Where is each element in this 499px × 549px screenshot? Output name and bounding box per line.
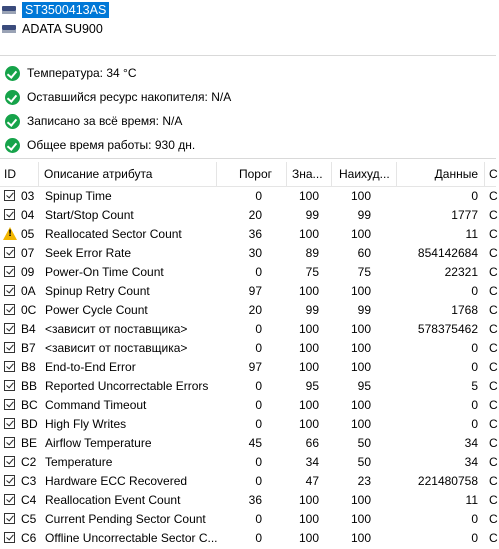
cell-threshold: 0 [255,189,262,203]
cell-worst: 100 [350,417,371,431]
table-row[interactable] [0,453,496,472]
ok-checkbox-icon [4,342,15,353]
cell-worst: 100 [350,360,371,374]
table-row[interactable] [0,377,496,396]
table-row[interactable] [0,244,496,263]
column-header-status[interactable]: С [489,167,498,181]
cell-data: 854142684 [417,246,478,260]
cell-more: C [489,531,498,545]
cell-name: End-to-End Error [45,360,136,374]
drive-name: ADATA SU900 [22,22,103,36]
cell-value: 95 [305,379,319,393]
cell-name: High Fly Writes [45,417,127,431]
table-row[interactable] [0,396,496,415]
cell-worst: 99 [357,208,371,222]
table-row[interactable] [0,301,496,320]
cell-worst: 50 [357,455,371,469]
cell-worst: 100 [350,227,371,241]
cell-id: C6 [21,531,37,545]
cell-id: 0C [21,303,37,317]
ok-check-icon [5,90,20,105]
cell-more: C [489,455,498,469]
cell-more: C [489,474,498,488]
cell-value: 100 [298,531,319,545]
column-divider[interactable] [331,162,332,186]
table-row[interactable] [0,206,496,225]
ok-checkbox-icon [4,513,15,524]
cell-more: C [489,227,498,241]
status-remaining-life [5,87,231,107]
table-header [0,162,496,187]
cell-more: C [489,360,498,374]
cell-id: 07 [21,246,35,260]
cell-data: 578375462 [417,322,478,336]
ok-checkbox-icon [4,323,15,334]
cell-threshold: 36 [248,493,262,507]
status-temperature [5,63,137,83]
cell-worst: 100 [350,189,371,203]
status-text: Записано за всё время: N/A [27,114,183,128]
drive-name: ST3500413AS [22,2,109,18]
cell-data: 34 [464,436,478,450]
hard-disk-icon [2,6,16,15]
cell-id: BE [21,436,38,450]
cell-more: C [489,303,498,317]
cell-name: Power-On Time Count [45,265,164,279]
cell-data: 0 [471,417,478,431]
ok-checkbox-icon [4,361,15,372]
warning-icon [3,227,17,240]
cell-threshold: 0 [255,512,262,526]
status-text: Общее время работы: 930 дн. [27,138,196,152]
cell-threshold: 0 [255,455,262,469]
cell-worst: 99 [357,303,371,317]
ok-checkbox-icon [4,475,15,486]
cell-worst: 100 [350,512,371,526]
cell-name: Current Pending Sector Count [45,512,206,526]
cell-id: C5 [21,512,37,526]
table-row[interactable] [0,472,496,491]
table-row[interactable] [0,320,496,339]
cell-worst: 50 [357,436,371,450]
table-row[interactable] [0,529,496,548]
cell-more: C [489,436,498,450]
ok-checkbox-icon [4,247,15,258]
cell-threshold: 0 [255,322,262,336]
ok-checkbox-icon [4,494,15,505]
cell-value: 100 [298,512,319,526]
cell-data: 0 [471,284,478,298]
cell-id: BD [21,417,38,431]
cell-worst: 100 [350,284,371,298]
cell-id: 09 [21,265,35,279]
ok-check-icon [5,66,20,81]
table-row[interactable] [0,282,496,301]
cell-more: C [489,265,498,279]
ok-checkbox-icon [4,418,15,429]
cell-id: B4 [21,322,36,336]
cell-name: Reallocated Sector Count [45,227,182,241]
column-header-description[interactable]: Описание атрибута [44,167,153,181]
table-row[interactable] [0,263,496,282]
cell-name: Reported Uncorrectable Errors [45,379,209,393]
cell-more: C [489,189,498,203]
table-row[interactable] [0,415,496,434]
column-divider[interactable] [38,162,39,186]
cell-name: Airflow Temperature [45,436,152,450]
cell-data: 1768 [451,303,478,317]
cell-value: 100 [298,189,319,203]
cell-data: 11 [465,227,478,241]
cell-threshold: 97 [248,284,262,298]
ok-checkbox-icon [4,190,15,201]
column-header-threshold[interactable]: Порог [239,167,273,181]
column-header-data[interactable]: Данные [434,167,478,181]
cell-name: Spinup Time [45,189,112,203]
cell-data: 11 [465,493,478,507]
status-total-written [5,111,182,131]
ok-checkbox-icon [4,209,15,220]
cell-more: C [489,322,498,336]
cell-more: C [489,246,498,260]
ok-checkbox-icon [4,285,15,296]
ok-checkbox-icon [4,266,15,277]
cell-id: C2 [21,455,37,469]
cell-value: 100 [298,227,319,241]
cell-value: 100 [298,360,319,374]
cell-threshold: 0 [255,398,262,412]
cell-threshold: 0 [255,379,262,393]
cell-value: 100 [298,398,319,412]
ok-check-icon [5,138,20,153]
cell-data: 0 [471,512,478,526]
cell-more: C [489,512,498,526]
cell-id: BB [21,379,38,393]
cell-data: 221480758 [417,474,478,488]
ok-check-icon [5,114,20,129]
cell-id: 05 [21,227,35,241]
cell-id: 03 [21,189,35,203]
cell-value: 100 [298,493,319,507]
table-row[interactable] [0,225,496,244]
cell-worst: 23 [357,474,371,488]
cell-id: C4 [21,493,37,507]
column-header-id[interactable]: ID [4,167,16,181]
cell-id: 0A [21,284,36,298]
column-header-worst[interactable]: Наихуд... [339,167,390,181]
cell-worst: 100 [350,322,371,336]
drive-item-1[interactable] [2,20,103,38]
cell-worst: 100 [350,493,371,507]
smart-attribute-table [0,162,496,549]
cell-name: Start/Stop Count [45,208,134,222]
cell-name: Spinup Retry Count [45,284,150,298]
cell-threshold: 36 [248,227,262,241]
cell-value: 99 [305,208,319,222]
column-divider[interactable] [286,162,287,186]
ok-checkbox-icon [4,399,15,410]
cell-threshold: 97 [248,360,262,374]
cell-data: 0 [471,531,478,545]
cell-value: 89 [305,246,319,260]
cell-id: B7 [21,341,36,355]
cell-more: C [489,398,498,412]
cell-more: C [489,208,498,222]
cell-threshold: 20 [248,303,262,317]
cell-id: B8 [21,360,36,374]
cell-id: 04 [21,208,35,222]
cell-threshold: 0 [255,417,262,431]
ok-checkbox-icon [4,532,15,543]
cell-worst: 100 [350,531,371,545]
cell-threshold: 0 [255,341,262,355]
column-divider[interactable] [396,162,397,186]
cell-value: 100 [298,284,319,298]
cell-value: 100 [298,417,319,431]
cell-name: Seek Error Rate [45,246,132,260]
ok-checkbox-icon [4,380,15,391]
column-header-value[interactable]: Зна... [292,167,323,181]
table-row[interactable] [0,187,496,206]
cell-name: Offline Uncorrectable Sector C... [45,531,218,545]
cell-threshold: 20 [248,208,262,222]
cell-value: 100 [298,341,319,355]
cell-threshold: 0 [255,474,262,488]
table-row[interactable] [0,510,496,529]
cell-worst: 60 [357,246,371,260]
cell-threshold: 30 [248,246,262,260]
cell-data: 34 [464,455,478,469]
cell-data: 0 [471,360,478,374]
cell-data: 0 [471,398,478,412]
ok-checkbox-icon [4,304,15,315]
cell-id: BC [21,398,38,412]
cell-threshold: 0 [255,531,262,545]
cell-name: Command Timeout [45,398,147,412]
table-row[interactable] [0,339,496,358]
cell-value: 100 [298,322,319,336]
cell-more: C [489,284,498,298]
cell-name: <зависит от поставщика> [45,341,188,355]
cell-name: Temperature [45,455,113,469]
status-text: Оставшийся ресурс накопителя: N/A [27,90,232,104]
cell-more: C [489,379,498,393]
ok-checkbox-icon [4,456,15,467]
cell-name: Reallocation Event Count [45,493,181,507]
cell-threshold: 0 [255,265,262,279]
table-row[interactable] [0,358,496,377]
cell-name: Hardware ECC Recovered [45,474,188,488]
cell-worst: 95 [357,379,371,393]
cell-value: 99 [305,303,319,317]
cell-threshold: 45 [248,436,262,450]
cell-data: 22321 [444,265,478,279]
cell-worst: 75 [357,265,371,279]
cell-data: 5 [471,379,478,393]
status-power-on-time [5,135,195,155]
status-text: Температура: 34 °C [27,66,137,80]
cell-worst: 100 [350,398,371,412]
table-row[interactable] [0,434,496,453]
cell-value: 47 [305,474,319,488]
cell-id: C3 [21,474,37,488]
drive-list [0,0,496,56]
cell-data: 0 [471,189,478,203]
cell-data: 1777 [451,208,478,222]
cell-name: Power Cycle Count [45,303,148,317]
ok-checkbox-icon [4,437,15,448]
cell-value: 75 [305,265,319,279]
column-divider[interactable] [484,162,485,186]
cell-data: 0 [471,341,478,355]
hard-disk-icon [2,25,16,34]
drive-item-0[interactable] [2,1,109,19]
cell-more: C [489,417,498,431]
cell-value: 66 [305,436,319,450]
cell-value: 34 [305,455,319,469]
table-row[interactable] [0,491,496,510]
cell-more: C [489,493,498,507]
cell-more: C [489,341,498,355]
cell-worst: 100 [350,341,371,355]
cell-name: <зависит от поставщика> [45,322,188,336]
column-divider[interactable] [216,162,217,186]
status-panel [0,60,496,159]
